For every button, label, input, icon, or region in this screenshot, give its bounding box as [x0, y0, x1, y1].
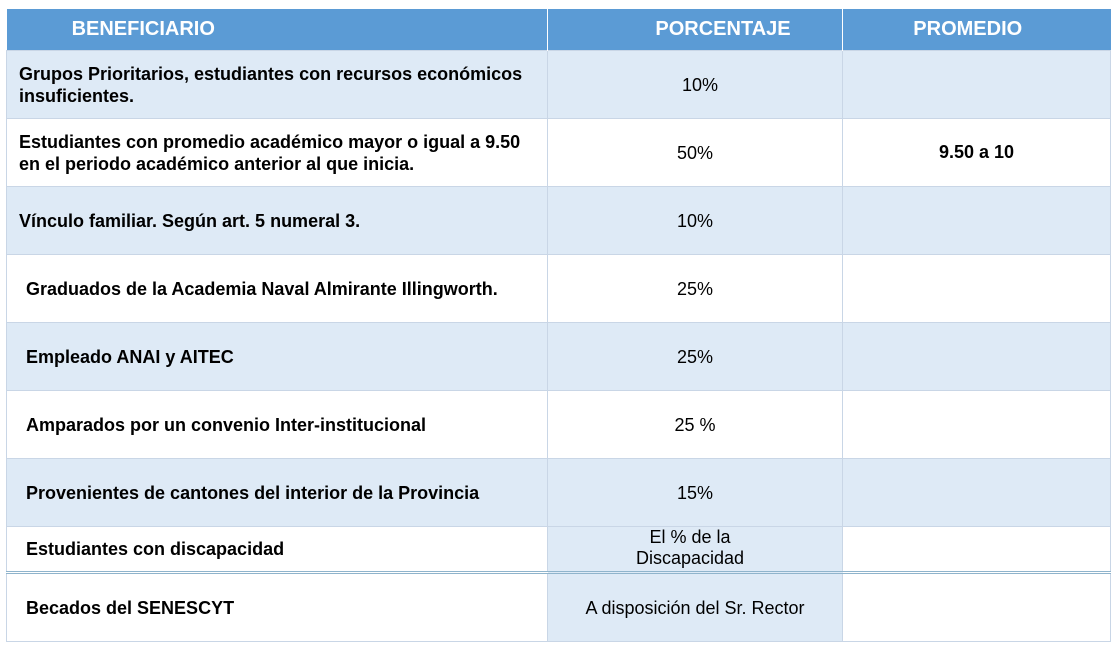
- porcentaje-cell: 10%: [548, 51, 843, 119]
- porcentaje-cell: 50%: [548, 119, 843, 187]
- table-row: [7, 187, 1111, 255]
- promedio-cell: [843, 51, 1111, 119]
- table-row: [7, 527, 1111, 573]
- table-row: [7, 255, 1111, 323]
- beneficiario-cell: Empleado ANAI y AITEC: [7, 323, 548, 391]
- header-beneficiario: BENEFICIARIO: [7, 9, 548, 51]
- beneficiario-cell: Vínculo familiar. Según art. 5 numeral 3.: [7, 187, 548, 255]
- header-porcentaje: PORCENTAJE: [548, 9, 843, 51]
- table-header-row: [7, 9, 1111, 51]
- promedio-cell: [843, 323, 1111, 391]
- promedio-cell: [843, 255, 1111, 323]
- table-row: [7, 391, 1111, 459]
- header-promedio: PROMEDIO: [843, 9, 1111, 51]
- porcentaje-cell: 10%: [548, 187, 843, 255]
- promedio-cell: [843, 527, 1111, 573]
- beneficiario-cell: Estudiantes con discapacidad: [7, 527, 548, 573]
- porcentaje-cell: A disposición del Sr. Rector: [548, 573, 843, 642]
- promedio-cell: [843, 391, 1111, 459]
- porcentaje-cell: El % de la Discapacidad: [548, 527, 843, 573]
- porcentaje-cell: 25%: [548, 255, 843, 323]
- porcentaje-cell: 25%: [548, 323, 843, 391]
- beneficiario-cell: Amparados por un convenio Inter-institucional: [7, 391, 548, 459]
- promedio-cell: 9.50 a 10: [843, 119, 1111, 187]
- beneficiario-cell: Becados del SENESCYT: [7, 573, 548, 642]
- promedio-cell: [843, 573, 1111, 642]
- promedio-cell: [843, 187, 1111, 255]
- beneficiario-cell: Provenientes de cantones del interior de la Provincia: [7, 459, 548, 527]
- table-row: [7, 119, 1111, 187]
- table-row: [7, 459, 1111, 527]
- scholarship-table: [6, 9, 1111, 642]
- beneficiario-cell: Graduados de la Academia Naval Almirante Illingworth.: [7, 255, 548, 323]
- table-row: [7, 51, 1111, 119]
- table-row: [7, 323, 1111, 391]
- beneficiario-cell: Grupos Prioritarios, estudiantes con recursos económicos insuficientes.: [7, 51, 548, 119]
- table-row: [7, 573, 1111, 642]
- porcentaje-cell: 25 %: [548, 391, 843, 459]
- beneficiario-cell: Estudiantes con promedio académico mayor o igual a 9.50 en el periodo académico anterior al que inicia.: [7, 119, 548, 187]
- promedio-cell: [843, 459, 1111, 527]
- porcentaje-cell: 15%: [548, 459, 843, 527]
